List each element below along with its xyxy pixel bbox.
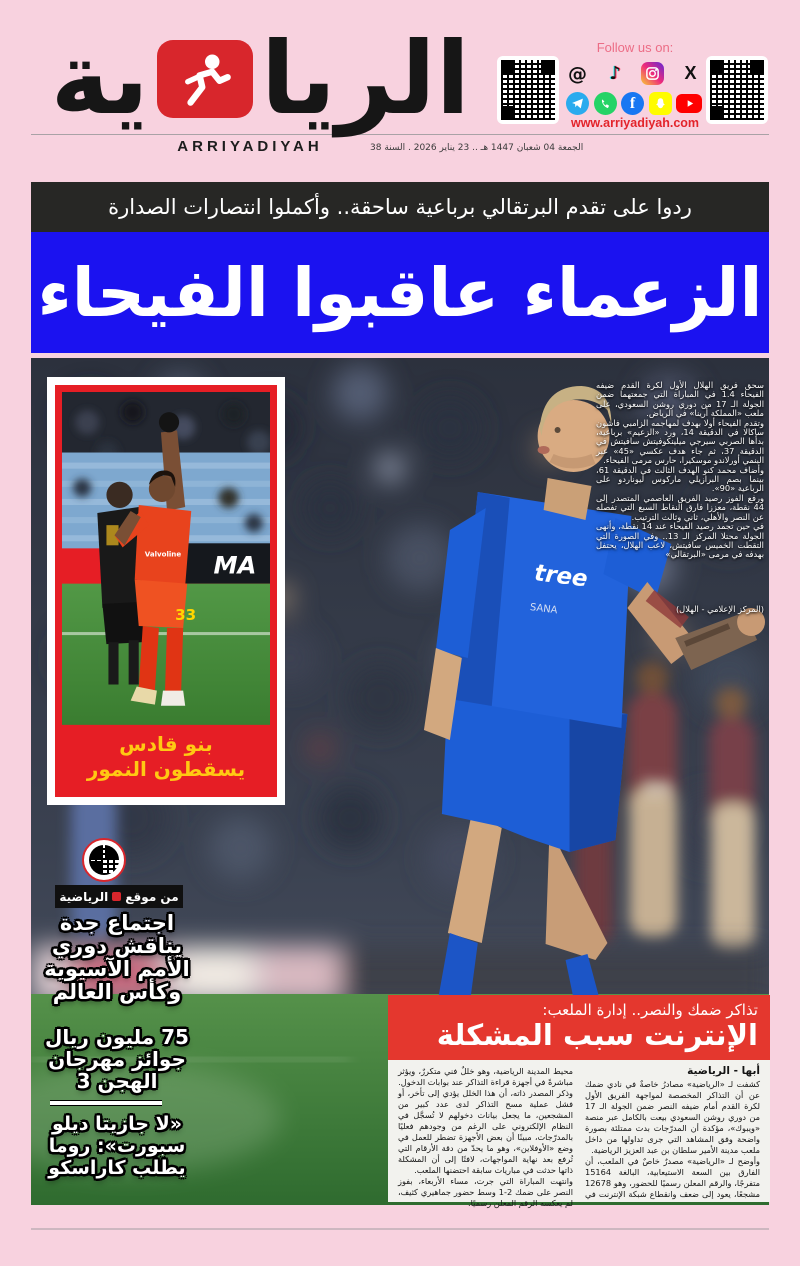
- promo-line: جوائز مهرجان: [48, 1047, 186, 1071]
- runner-icon: [157, 40, 253, 118]
- whatsapp-icon[interactable]: [594, 92, 617, 115]
- news-paragraph: وذكر المصدر ذاته، أن هذا الخلل يؤدي إلى تأخر، أو فشل عملية مسح التذاكر لدى عدد كبير من المشجعين، ما يجعل بيانات دخولهم لا تُسجَّل في النظام الإلكتروني على الرغم من وجودهم فعليًا بالمدرّجات، مبينًا أن بعض الأجهزة تضطر للعمل في وضع «الأوفلاين»، وهو ما يحدّ من دقة الأرقام التي تُرفع بعد نهاية المواجهات، لافتًا إلى أن المشكلة ذاتها حدثت في مباريات سابقة احتضنها الملعب.: [398, 1088, 573, 1175]
- inset-shirt-sponsor: Valvoline: [144, 549, 182, 559]
- promo-line: وكأس العالم: [52, 980, 182, 1004]
- bottom-divider: [31, 1228, 769, 1230]
- led-board-text: MA: [213, 551, 257, 580]
- logo-latin-text: ARRIYADIYAH: [177, 138, 323, 155]
- promo-line: اجتماع جدة: [59, 911, 175, 935]
- promo-line: يناقش دوري: [51, 934, 183, 958]
- promo-divider: [50, 1101, 162, 1105]
- lead-article-text: [596, 381, 764, 560]
- qr-pattern: [710, 60, 764, 120]
- news-body: [388, 1060, 770, 1213]
- promo-gazzetta-roma: [24, 1113, 210, 1179]
- social-icons-row-2: [566, 92, 702, 115]
- qr-code-left[interactable]: [497, 56, 559, 124]
- shirt-sponsor-sana: SANA: [529, 602, 558, 617]
- qr-pattern: [501, 60, 555, 120]
- qr-code-circle[interactable]: [82, 838, 126, 882]
- inset-photo: [62, 392, 270, 725]
- tiktok-icon[interactable]: ♪: [609, 63, 621, 84]
- news-box-header: [388, 995, 770, 1060]
- qr-pattern: [89, 845, 119, 875]
- lead-paragraph: وأضاف محمد كنو الهدف الثالث في الدقيقة 61، بينما بصم البرازيلي ماركوس ليوناردو على الرباعية «90».: [596, 464, 764, 494]
- photo-credit: (المركز الإعلامي - الهلال): [675, 604, 764, 614]
- x-twitter-icon[interactable]: X: [684, 63, 697, 83]
- website-url[interactable]: www.arriyadiyah.com: [570, 116, 700, 130]
- arriyadiyah-logo[interactable]: [30, 16, 470, 142]
- promo-line: الأمم الآسيوية: [44, 957, 190, 981]
- main-headline-banner: الزعماء عاقبوا الفيحاء: [31, 232, 769, 353]
- instagram-icon[interactable]: [641, 62, 664, 85]
- inset-photo-frame: [47, 377, 285, 805]
- date-line: الجمعة 04 شعبان 1447 هـ .. 23 يناير 2026 . السنة 38: [370, 143, 584, 153]
- news-paragraph: وأوضح لـ «الرياضية» مصدرٌ خاصٌ في الملعب، أن الفارق بين السعة الاستيعابية، البالغة 15164 متفرجًا، والرقم المعلن رسميًا للحضور، وهو 12678 مشجعًا، يعود إلى ضعف وانقطاع شبكة الإنترنت في محيط المدينة الرياضية، وهو خللٌ فني متكررٌ، ويؤثر مباشرةً في أجهزة قراءة التذاكر عند بوابات الدخول.: [398, 1066, 760, 1199]
- logo-arabic-left: ية: [50, 20, 149, 137]
- from-website-label: من موقع: [125, 889, 179, 904]
- news-kicker: تذاكر ضمك والنصر.. إدارة الملعب:: [542, 1001, 758, 1019]
- background-player-number: 34: [641, 776, 672, 803]
- promo-line: سبورت»: روما: [48, 1135, 186, 1157]
- lead-paragraph: في حين تجمد رصيد الفيحاء عند 14 نقطة، وأنهى الجولة محتلا المركز الـ 13.. وفي الصورة التي التقطت الخميس سافيتش، لاعب الهلال، يحتفل بهدفه في مرمى «البرتقالي»: [596, 521, 765, 560]
- promo-jeddah-meeting: [24, 912, 210, 1004]
- telegram-icon[interactable]: [566, 92, 589, 115]
- top-kicker-banner: ردوا على تقدم البرتقالي برباعية ساحقة.. وأكملوا انتصارات الصدارة: [31, 182, 769, 232]
- promo-line: الهجن 3: [76, 1069, 158, 1093]
- facebook-icon[interactable]: f: [621, 92, 644, 115]
- snapchat-icon[interactable]: [649, 92, 672, 115]
- lead-paragraph: سحق فريق الهلال الأول لكرة القدم ضيفه الفيحاء 1.4 في المباراة التي جمعتهما ضمن الجولة الـ 17 من دوري روشن السعودي، على ملعب «المملكة أرينا» في الرياض.: [596, 380, 764, 419]
- promo-camel-festival: [24, 1026, 210, 1092]
- inset-caption: [62, 725, 270, 790]
- news-headline: الإنترنت سبب المشكلة: [436, 1018, 758, 1052]
- lead-paragraph: وتقدم الفيحاء أولا بهدف لمهاجمه الزامبي فاشون ساكالا في الدقيقة 14، ورد «الزعيم» برباعية، بدأها الصربي سيرجي ميلينكوفيتش سافيتش في الدقيقة 37، ثم جاء هدف عكسي «45» عبر البنمي أورلاندو موسكيرا، حارس مرمى الفيحاء.: [596, 417, 764, 466]
- inset-red-frame: [55, 385, 277, 797]
- shirt-sponsor-tree: tree: [532, 560, 590, 593]
- mini-runner-icon: [112, 892, 121, 901]
- promo-line: «لا جازيتا ديلو: [52, 1113, 182, 1135]
- inset-caption-line2: يسقطون النمور: [86, 757, 246, 782]
- social-icons-row-1: [566, 62, 702, 85]
- news-paragraph: وانتهت المباراة التي جرت، مساء الأربعاء، بفوز النصر على ضمك 2-1 وسط حضور جماهيري كثيف، لم يعكسه الرقم المعلن رسميًا.: [398, 1176, 573, 1208]
- threads-icon[interactable]: @: [568, 62, 587, 85]
- from-website-brand: الرياضية: [59, 889, 109, 904]
- promo-line: يطلب كاراسكو: [48, 1157, 186, 1179]
- from-website-tag: [55, 885, 183, 908]
- youtube-icon[interactable]: [676, 94, 702, 113]
- promo-line: 75 مليون ريال: [45, 1025, 189, 1049]
- news-paragraph: كشفت لـ «الرياضية» مصادرُ خاصةٌ في نادي ضمك عن أن التذاكر المخصصة لمواجهة الفريق الأول لكرة القدم أمام ضيفه النصر ضمن الجولة الـ 17 من دوري روشن السعودي بيعت بالكامل عبر منصة «ويبوك»، مؤكدة أن المدرّجات بدت ممتلئة بصورة واضحة وفق المشاهد التي جرى تداولها من داخل ملعب مدينة الأمير سلطان بن عبد العزيز الرياضية.: [585, 1079, 760, 1155]
- news-box: [388, 995, 770, 1208]
- logo-arabic-right: الريا: [260, 20, 470, 137]
- news-byline: أبها - الرياضية: [687, 1065, 760, 1077]
- lead-paragraph: ورفع الفوز رصيد الفريق العاصمي المتصدر إلى 44 نقطة، معززا فارق النقاط السبع التي تفصله عن النصر والأهلي، ثاني وثالث الترتيب.: [596, 492, 764, 522]
- inset-player-number: 33: [175, 605, 197, 624]
- qr-code-right[interactable]: [706, 56, 768, 124]
- inset-caption-line1: بنو قادس: [119, 732, 213, 757]
- follow-us-label: Follow us on:: [596, 40, 674, 55]
